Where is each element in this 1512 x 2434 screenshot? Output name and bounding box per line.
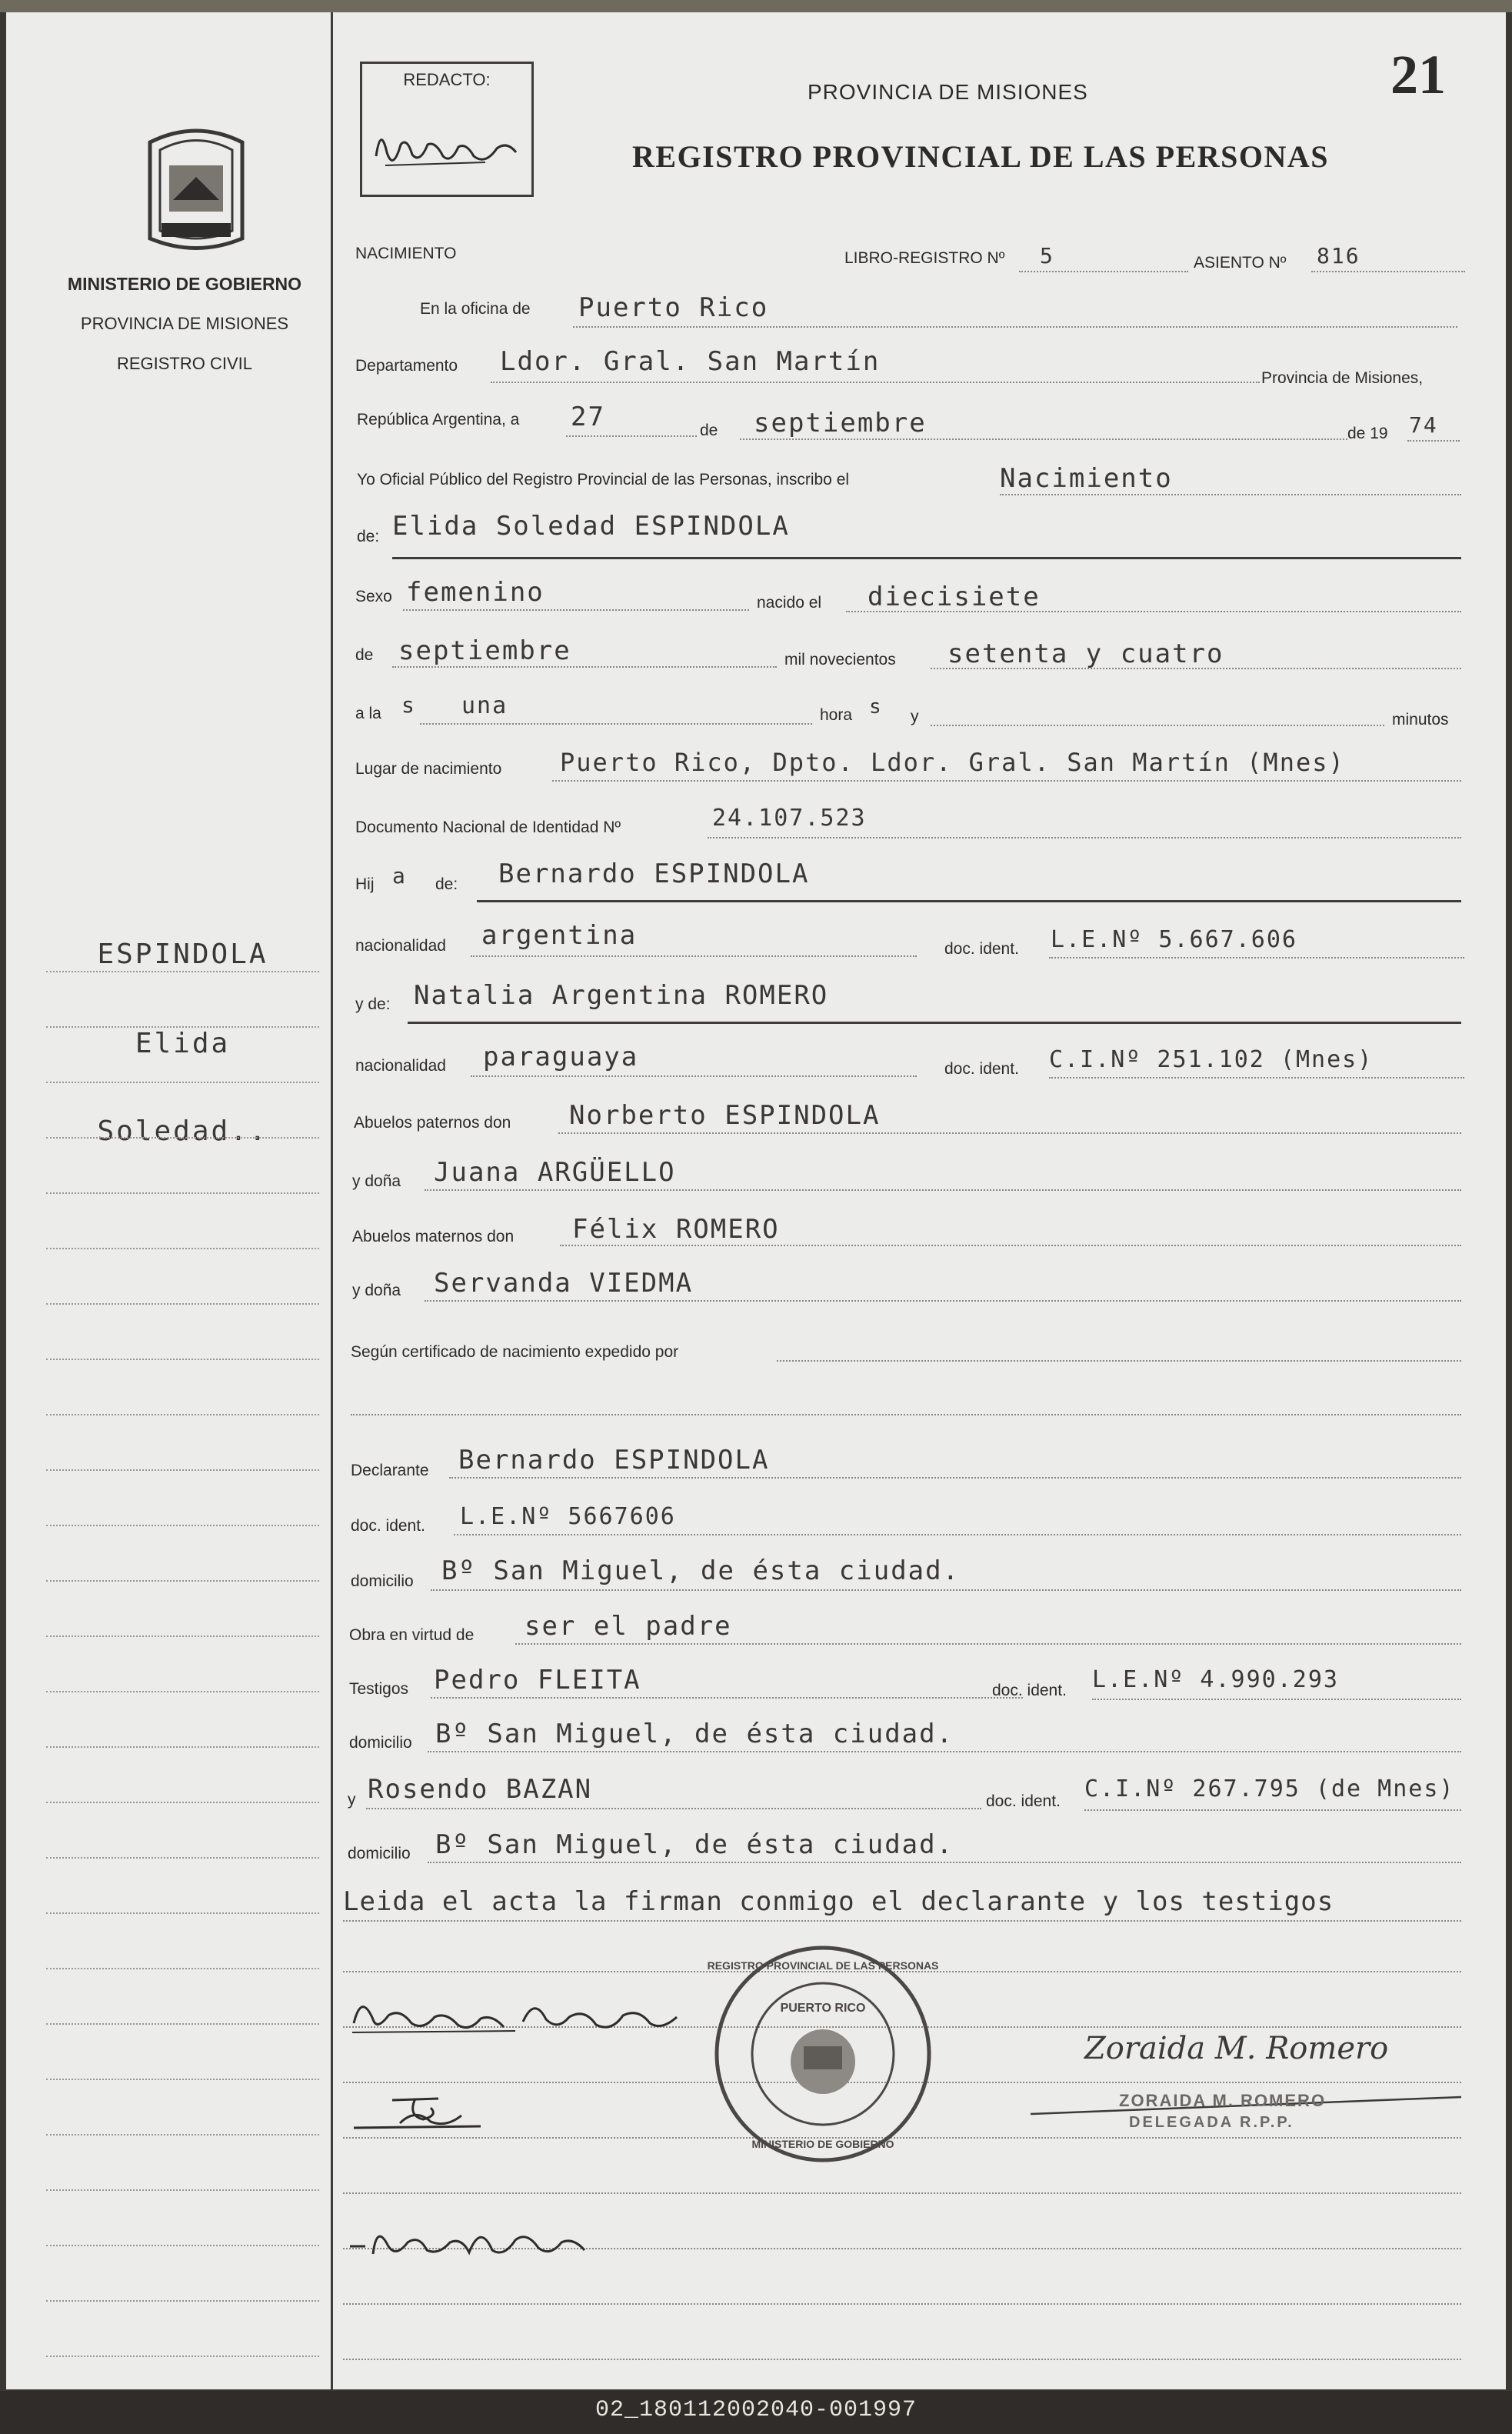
margin-ruled-line (46, 2300, 319, 2302)
leida-value: Leida el acta la firman conmigo el declarante y los testigos (343, 1886, 1334, 1917)
margin-ruled-line (46, 1857, 319, 1859)
testigos-label: Testigos (349, 1680, 409, 1698)
docid-padre-label: doc. ident. (944, 940, 1019, 958)
filename-caption: 02_180112002040-001997 (594, 2397, 918, 2423)
domicilio-decl-label: domicilio (351, 1572, 414, 1590)
doc-t2-value: C.I.Nº 267.795 (de Mnes) (1084, 1775, 1455, 1802)
margin-ruled-line (46, 1359, 319, 1360)
year-value: 74 (1409, 412, 1438, 438)
yde-label: y de: (355, 995, 391, 1013)
docid-t1-label: doc. ident. (992, 1682, 1067, 1699)
asiento-label: ASIENTO Nº (1194, 254, 1287, 272)
sidebar-registry-label: REGISTRO CIVIL (116, 354, 253, 373)
margin-first-name: Elida (135, 1028, 231, 1059)
margin-ruled-line (46, 1968, 319, 1969)
margin-ruled-line (46, 2356, 319, 2357)
sidebar-province-label: PROVINCIA DE MISIONES (80, 314, 289, 333)
declarante-signature-icon (346, 1985, 700, 2046)
registry-stamp-icon (708, 1939, 938, 2169)
testigo1-value: Pedro FLEITA (434, 1665, 641, 1695)
official-name: ZORAIDA M. ROMERO (1119, 2091, 1327, 2110)
day-value: 27 (571, 402, 605, 432)
margin-ruled-line (46, 1802, 319, 1803)
nacido-value: diecisiete (868, 582, 1041, 612)
lugar-label: Lugar de nacimiento (355, 760, 502, 778)
margin-ruled-line (46, 1248, 319, 1249)
abuelo-mat-value: Félix ROMERO (572, 1214, 780, 1245)
provincial-seal-icon (138, 123, 254, 254)
dom-t2-value: Bº San Miguel, de ésta ciudad. (435, 1829, 954, 1860)
month-value: septiembre (754, 408, 927, 438)
redacto-signature-icon (370, 110, 524, 187)
official-title: DELEGADA R.P.P. (1129, 2114, 1294, 2131)
dom-t1-value: Bº San Miguel, de ésta ciudad. (435, 1719, 954, 1749)
doc-t1-value: L.E.Nº 4.990.293 (1092, 1666, 1339, 1693)
top-edge (0, 0, 1512, 12)
testigo2-value: Rosendo BAZAN (368, 1774, 593, 1805)
declarante-label: Declarante (351, 1462, 429, 1479)
minutos-label: minutos (1392, 711, 1449, 729)
nac-madre-value: paraguaya (483, 1042, 639, 1072)
hij-label: Hij (355, 875, 375, 893)
column-divider (331, 12, 333, 2389)
page-title: REGISTRO PROVINCIAL DE LAS PERSONAS (632, 139, 1330, 174)
departamento-value: Ldor. Gral. San Martín (500, 346, 881, 377)
stamp-outer-text: REGISTRO PROVINCIAL DE LAS PERSONAS (708, 1959, 938, 1972)
nac-padre-value: argentina (481, 920, 638, 951)
signature-ruled-line (343, 2359, 1461, 2360)
madre-value: Natalia Argentina ROMERO (414, 980, 829, 1011)
redacto-label: REDACTO: (403, 70, 491, 89)
header-province: PROVINCIA DE MISIONES (808, 80, 1088, 104)
segun-label: Según certificado de nacimiento expedido por (351, 1343, 679, 1361)
domicilio-t1-label: domicilio (349, 1734, 412, 1752)
margin-ruled-line (46, 2134, 319, 2136)
y2-label: y (348, 1791, 356, 1809)
hora-label: hora (820, 706, 853, 724)
ydona-mat-label: y doña (352, 1282, 401, 1299)
margin-surname: ESPINDOLA (97, 939, 268, 970)
doc-padre-value: L.E.Nº 5.667.606 (1051, 926, 1297, 953)
ydona-pat-label: y doña (352, 1172, 401, 1190)
ministry-label: MINISTERIO DE GOBIERNO (67, 274, 302, 294)
obra-value: ser el padre (525, 1611, 732, 1642)
margin-ruled-line (46, 1469, 319, 1471)
margin-ruled-line (46, 1525, 319, 1526)
testigo2-signature-icon (346, 2208, 608, 2269)
margin-ruled-line (46, 971, 319, 972)
libro-label: LIBRO-REGISTRO Nº (844, 249, 1005, 267)
oficina-value: Puerto Rico (578, 292, 769, 323)
dni-label: Documento Nacional de Identidad Nº (355, 819, 621, 836)
declarante-value: Bernardo ESPINDOLA (458, 1445, 770, 1475)
nacimiento-label: NACIMIENTO (355, 245, 457, 262)
oficina-label: En la oficina de (420, 300, 531, 318)
nombre-value: Elida Soledad ESPINDOLA (392, 511, 790, 542)
signature-ruled-line (343, 2192, 1461, 2194)
margin-ruled-line (46, 1192, 319, 1194)
lugar-value: Puerto Rico, Dpto. Ldor. Gral. San Martín (Mnes) (560, 748, 1345, 777)
sexo-value: femenino (406, 577, 545, 608)
nacido-label: nacido el (757, 594, 822, 612)
republica-label: República Argentina, a (357, 411, 520, 428)
margin-ruled-line (46, 2079, 319, 2080)
padre-value: Bernardo ESPINDOLA (498, 859, 810, 889)
oficial-label: Yo Oficial Público del Registro Provincial de las Personas, inscribo el (357, 471, 850, 488)
margin-ruled-line (46, 1635, 319, 1637)
hora-value: una (461, 692, 508, 719)
margin-ruled-line (46, 1691, 319, 1692)
margin-ruled-line (46, 2023, 319, 2025)
margin-ruled-line (46, 1026, 319, 1028)
dni-value: 24.107.523 (712, 805, 867, 832)
anio-value: setenta y cuatro (947, 639, 1224, 669)
mil-label: mil novecientos (784, 651, 896, 669)
abuelos-pat-label: Abuelos paternos don (354, 1114, 511, 1132)
y-label: y (911, 708, 919, 725)
margin-second-name: Soledad.. (97, 1115, 268, 1147)
stamp-inner-text: PUERTO RICO (780, 2002, 866, 2015)
doc-decl-value: L.E.Nº 5667606 (460, 1503, 676, 1530)
official-signature: Zoraida M. Romero (1084, 2031, 1389, 2066)
year-label: de 19 (1347, 425, 1388, 442)
testigo1-signature-icon (346, 2085, 492, 2139)
asiento-value: 816 (1317, 243, 1360, 268)
margin-ruled-line (46, 1912, 319, 1914)
ala-suffix: s (401, 692, 416, 718)
hij-de-label: de: (435, 875, 458, 893)
dom-decl-value: Bº San Miguel, de ésta ciudad. (441, 1555, 961, 1586)
margin-ruled-line (46, 2189, 319, 2191)
nac-padre-label: nacionalidad (355, 937, 446, 955)
folio-number: 21 (1390, 44, 1446, 105)
de2-label: de: (357, 528, 380, 545)
docid-madre-label: doc. ident. (944, 1060, 1019, 1078)
abuelos-mat-label: Abuelos maternos don (352, 1228, 515, 1245)
ala-label: a la (355, 705, 381, 722)
margin-ruled-line (46, 1082, 319, 1083)
abuela-pat-value: Juana ARGÜELLO (434, 1157, 676, 1188)
abuela-mat-value: Servanda VIEDMA (434, 1268, 694, 1299)
margin-ruled-line (46, 1303, 319, 1305)
margin-ruled-line (46, 1580, 319, 1582)
de-label: de (700, 422, 718, 439)
docid-decl-label: doc. ident. (351, 1517, 425, 1535)
margin-ruled-line (46, 1746, 319, 1748)
hij-suffix: a (392, 863, 407, 889)
nac-madre-label: nacionalidad (355, 1057, 446, 1075)
signature-ruled-line (343, 2303, 1461, 2305)
margin-ruled-line (46, 2245, 319, 2246)
libro-value: 5 (1040, 243, 1054, 268)
redacto-box (360, 62, 534, 197)
inscribo-value: Nacimiento (1000, 463, 1173, 494)
obra-label: Obra en virtud de (349, 1626, 475, 1644)
docid-t2-label: doc. ident. (986, 1792, 1061, 1810)
doc-madre-value: C.I.Nº 251.102 (Mnes) (1049, 1046, 1374, 1073)
domicilio-t2-label: domicilio (348, 1845, 411, 1862)
margin-ruled-line (46, 1414, 319, 1415)
sexo-label: Sexo (355, 588, 392, 605)
abuelo-pat-value: Norberto ESPINDOLA (569, 1100, 881, 1131)
hora-suffix: s (869, 695, 883, 719)
stamp-bottom-text: MINISTERIO DE GOBIERNO (751, 2138, 894, 2150)
margin-ruled-line (46, 1137, 319, 1139)
departamento-label: Departamento (355, 357, 458, 375)
de3-label: de (355, 646, 374, 664)
mes-value: septiembre (398, 635, 571, 666)
provincia-label: Provincia de Misiones, (1261, 369, 1424, 387)
